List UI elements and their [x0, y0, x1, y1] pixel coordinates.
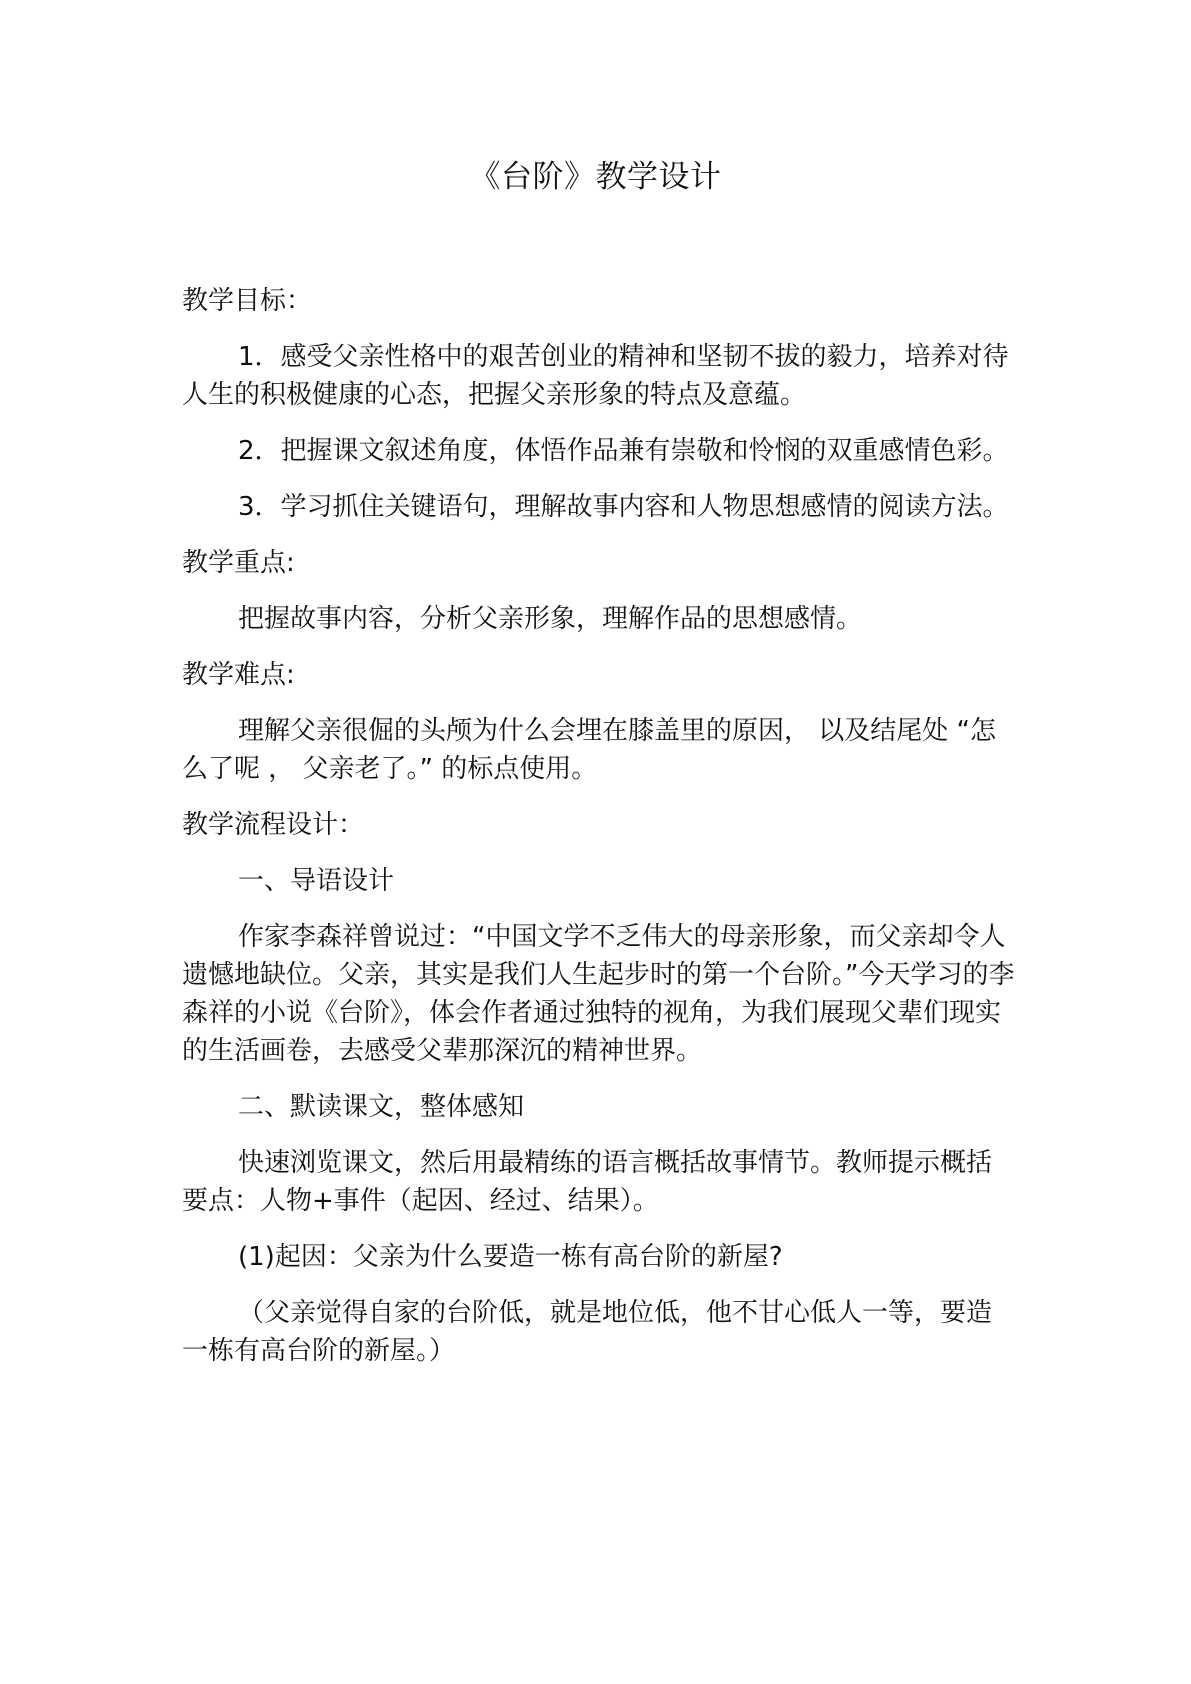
section2-title: 二、默读课文，整体感知 — [238, 1092, 525, 1122]
difficulties-text: 理解父亲很倔的头颅为什么会埋在膝盖里的原因， 以及结尾处 “怎么了呢 ， 父亲老了。” 的标点使用。 — [182, 716, 996, 784]
section1-text: 作家李森祥曾说过：“中国文学不乏伟大的母亲形象，而父亲却令人遗憾地缺位。父亲，其实是我们人生起步时的第一个台阶。”今天学习的李森祥的小说《台阶》，体会作者通过独特的视角，为我们展现父辈们现实的生活画卷，去感受父辈那深沉的精神世界。 — [182, 922, 1015, 1066]
section1-title: 一、导语设计 — [238, 866, 395, 896]
difficulties-heading: 教学难点: — [182, 660, 295, 690]
objective-item-1: 1．感受父亲性格中的艰苦创业的精神和坚韧不拔的毅力，培养对待人生的积极健康的心态，把握父亲形象的特点及意蕴。 — [182, 342, 1009, 410]
objective-item-3: 3．学习抓住关键语句，理解故事内容和人物思想感情的阅读方法。 — [238, 492, 1009, 522]
document-body — [182, 282, 1017, 1388]
answer-1: （父亲觉得自家的台阶低，就是地位低，他不甘心低人一等，要造一栋有高台阶的新屋。） — [182, 1298, 993, 1366]
document-title: 《台阶》教学设计 — [469, 159, 722, 195]
question-1: (1)起因：父亲为什么要造一栋有高台阶的新屋? — [238, 1242, 783, 1272]
section2-text: 快速浏览课文，然后用最精练的语言概括故事情节。教师提示概括要点：人物+事件（起因、经过、结果）。 — [182, 1148, 993, 1216]
key-points-heading: 教学重点: — [182, 548, 295, 578]
flow-heading: 教学流程设计： — [182, 810, 365, 840]
objectives-heading: 教学目标： — [182, 286, 313, 316]
key-points-text: 把握故事内容，分析父亲形象，理解作品的思想感情。 — [238, 604, 863, 634]
objective-item-2: 2．把握课文叙述角度，体悟作品兼有崇敬和怜悯的双重感情色彩。 — [238, 436, 1009, 466]
